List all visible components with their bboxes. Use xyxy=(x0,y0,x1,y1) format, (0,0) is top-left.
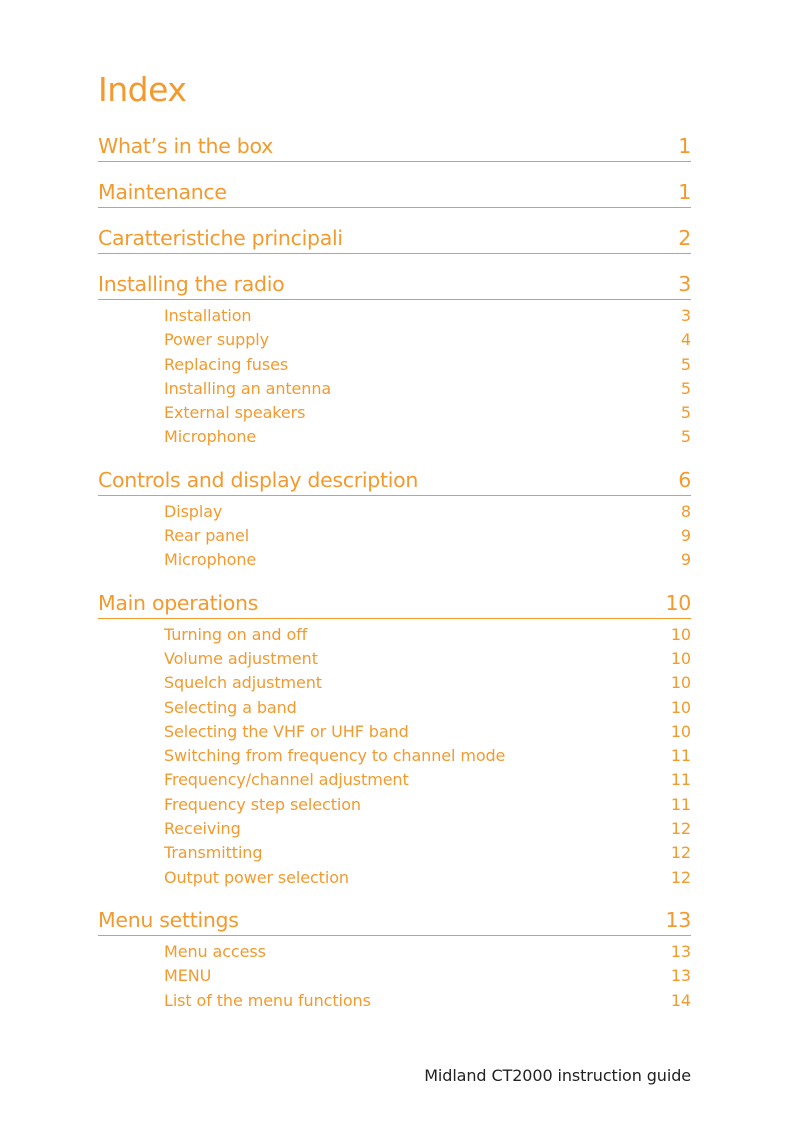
toc-section xyxy=(98,589,691,890)
toc-subsection-item[interactable] xyxy=(164,377,691,401)
toc-section xyxy=(98,466,691,573)
toc-section-heading[interactable] xyxy=(98,270,691,300)
toc-section-heading[interactable] xyxy=(98,466,691,496)
toc-section-page: 1 xyxy=(678,134,691,158)
toc-subsection-label: Switching from frequency to channel mode xyxy=(164,746,506,766)
toc-subsection-page: 3 xyxy=(680,306,691,325)
toc-subsection-item[interactable] xyxy=(164,548,691,572)
toc-subsection-page: 11 xyxy=(670,770,691,790)
toc-subsection-page: 10 xyxy=(670,721,691,741)
toc-section-label: Main operations xyxy=(98,590,259,615)
toc-subsection-page: 5 xyxy=(680,378,691,398)
toc-subsection-page: 11 xyxy=(670,746,691,766)
toc-subsection-list xyxy=(98,300,691,450)
toc-subsection-label: Display xyxy=(164,501,223,521)
toc-subsection-label: Rear panel xyxy=(164,526,250,546)
toc-subsection-page: 4 xyxy=(680,330,691,350)
page-title: Index xyxy=(98,70,187,109)
toc-subsection-item[interactable] xyxy=(164,647,691,671)
toc-subsection-page: 9 xyxy=(680,526,691,546)
toc-subsection-label: List of the menu functions xyxy=(164,990,371,1010)
toc-subsection-label: Microphone xyxy=(164,550,257,570)
toc-subsection-label: External speakers xyxy=(164,403,306,423)
toc-subsection-label: Selecting the VHF or UHF band xyxy=(164,721,409,741)
toc-subsection-page: 10 xyxy=(670,673,691,693)
toc-section-heading[interactable] xyxy=(98,178,691,208)
toc-section xyxy=(98,178,691,208)
toc-subsection-item[interactable] xyxy=(164,866,691,890)
toc-subsection-page: 5 xyxy=(680,427,691,447)
toc-subsection-label: Transmitting xyxy=(164,843,263,863)
toc-subsection-page: 10 xyxy=(670,624,691,644)
toc-subsection-label: MENU xyxy=(164,966,212,986)
toc-section-page: 2 xyxy=(678,226,691,250)
toc-subsection-item[interactable] xyxy=(164,989,691,1013)
toc-subsection-item[interactable] xyxy=(164,328,691,352)
toc-subsection-label: Installation xyxy=(164,306,252,325)
toc-subsection-item[interactable] xyxy=(164,304,691,328)
toc-subsection-item[interactable] xyxy=(164,401,691,425)
toc-subsection-item[interactable] xyxy=(164,817,691,841)
toc-section-page: 10 xyxy=(665,590,691,615)
toc-subsection-item[interactable] xyxy=(164,720,691,744)
toc-subsection-item[interactable] xyxy=(164,744,691,768)
toc-section-page: 13 xyxy=(665,907,691,932)
toc-subsection-label: Installing an antenna xyxy=(164,378,332,398)
toc-subsection-label: Turning on and off xyxy=(164,624,308,644)
toc-section-label: Installing the radio xyxy=(98,272,285,296)
toc-section-label: Controls and display description xyxy=(98,467,419,492)
toc-subsection-item[interactable] xyxy=(164,940,691,964)
toc-subsection-label: Volume adjustment xyxy=(164,648,318,668)
table-of-contents xyxy=(98,132,691,1013)
toc-subsection-page: 11 xyxy=(670,794,691,814)
toc-section xyxy=(98,906,691,1013)
toc-subsection-label: Power supply xyxy=(164,330,269,350)
toc-subsection-page: 12 xyxy=(670,819,691,839)
toc-subsection-label: Selecting a band xyxy=(164,697,297,717)
toc-subsection-page: 5 xyxy=(680,354,691,374)
toc-subsection-item[interactable] xyxy=(164,623,691,647)
toc-subsection-label: Menu access xyxy=(164,941,266,961)
toc-section-page: 1 xyxy=(678,180,691,204)
toc-subsection-page: 13 xyxy=(670,941,691,961)
toc-section-page: 3 xyxy=(678,272,691,296)
toc-subsection-list xyxy=(98,936,691,1013)
toc-subsection-item[interactable] xyxy=(164,768,691,792)
toc-section xyxy=(98,224,691,254)
toc-subsection-label: Squelch adjustment xyxy=(164,673,322,693)
toc-subsection-label: Frequency/channel adjustment xyxy=(164,770,409,790)
toc-section-label: Menu settings xyxy=(98,907,239,932)
toc-section-heading[interactable] xyxy=(98,132,691,162)
toc-subsection-label: Microphone xyxy=(164,427,257,447)
toc-section-heading[interactable] xyxy=(98,906,691,936)
toc-subsection-item[interactable] xyxy=(164,500,691,524)
footer-text: Midland CT2000 instruction guide xyxy=(424,1066,691,1085)
toc-subsection-item[interactable] xyxy=(164,425,691,449)
toc-subsection-label: Receiving xyxy=(164,819,241,839)
toc-subsection-item[interactable] xyxy=(164,964,691,988)
toc-section-heading[interactable] xyxy=(98,589,691,619)
toc-subsection-page: 8 xyxy=(680,501,691,521)
toc-subsection-page: 5 xyxy=(680,403,691,423)
toc-subsection-item[interactable] xyxy=(164,696,691,720)
toc-subsection-item[interactable] xyxy=(164,353,691,377)
toc-subsection-label: Output power selection xyxy=(164,867,349,887)
toc-subsection-page: 10 xyxy=(670,648,691,668)
toc-section-label: Maintenance xyxy=(98,180,227,204)
toc-section-page: 6 xyxy=(678,467,691,492)
toc-subsection-item[interactable] xyxy=(164,524,691,548)
toc-subsection-item[interactable] xyxy=(164,671,691,695)
toc-subsection-page: 13 xyxy=(670,966,691,986)
toc-section-label: Caratteristiche principali xyxy=(98,226,343,250)
toc-subsection-page: 14 xyxy=(670,990,691,1010)
toc-subsection-item[interactable] xyxy=(164,841,691,865)
toc-subsection-page: 12 xyxy=(670,843,691,863)
toc-subsection-label: Replacing fuses xyxy=(164,354,289,374)
toc-subsection-list xyxy=(98,619,691,890)
toc-subsection-item[interactable] xyxy=(164,793,691,817)
toc-section-heading[interactable] xyxy=(98,224,691,254)
toc-section-label: What’s in the box xyxy=(98,134,273,158)
toc-subsection-label: Frequency step selection xyxy=(164,794,361,814)
toc-subsection-page: 10 xyxy=(670,697,691,717)
toc-subsection-list xyxy=(98,496,691,573)
toc-subsection-page: 12 xyxy=(670,867,691,887)
toc-section xyxy=(98,132,691,162)
toc-subsection-page: 9 xyxy=(680,550,691,570)
toc-section xyxy=(98,270,691,450)
